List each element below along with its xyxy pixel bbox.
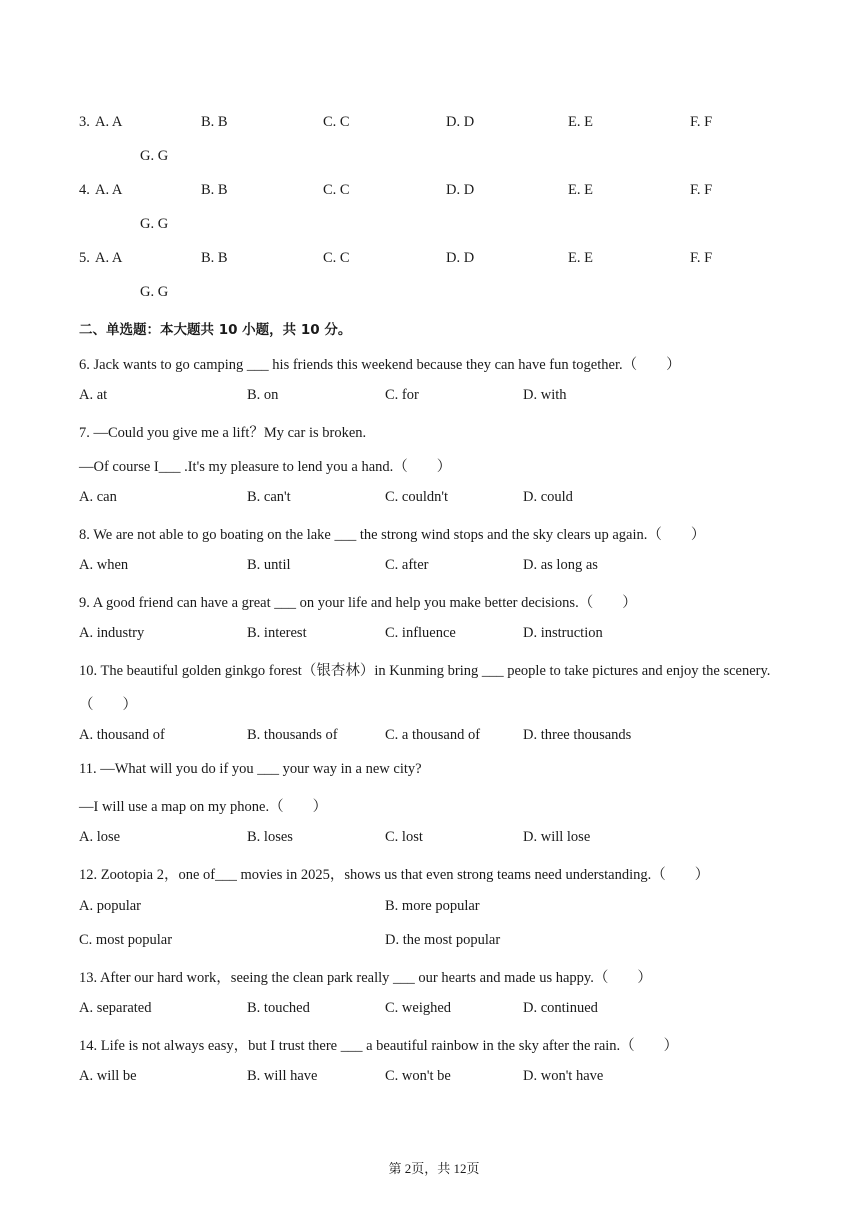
option-b: B. touched bbox=[247, 1000, 310, 1016]
option-d: D. with bbox=[523, 387, 567, 403]
option-d: D. as long as bbox=[523, 557, 598, 573]
option-a: A. when bbox=[79, 557, 129, 573]
option-b: B. thousands of bbox=[247, 727, 338, 743]
option-e: E. E bbox=[568, 114, 593, 130]
option-b: B. will have bbox=[247, 1068, 318, 1084]
option-c: C. most popular bbox=[79, 932, 173, 948]
option-d: D. D bbox=[446, 114, 475, 130]
option-d: D. D bbox=[446, 182, 475, 198]
option-b: B. on bbox=[247, 387, 279, 403]
option-d: D. won't have bbox=[523, 1068, 604, 1084]
option-b: B. can't bbox=[247, 489, 291, 505]
option-a: A. will be bbox=[79, 1068, 137, 1084]
option-a: A. separated bbox=[79, 1000, 152, 1016]
option-e: E. E bbox=[568, 182, 593, 198]
option-b: B. B bbox=[201, 114, 228, 130]
option-f: F. F bbox=[690, 182, 713, 198]
question-11-reply: —I will use a map on my phone.（ ） bbox=[79, 799, 328, 815]
option-f: F. F bbox=[690, 250, 713, 266]
option-g: G. G bbox=[140, 216, 169, 232]
option-c: C. won't be bbox=[385, 1068, 451, 1084]
question-11-stem: 11. —What will you do if you ___ your way in a new city? bbox=[79, 761, 422, 777]
option-b: B. loses bbox=[247, 829, 293, 845]
option-d: D. instruction bbox=[523, 625, 603, 641]
question-12-stem: 12. Zootopia 2，one of___ movies in 2025，shows us that even strong teams need understanding.（ ） bbox=[79, 867, 710, 883]
option-g: G. G bbox=[140, 284, 169, 300]
option-c: C. C bbox=[323, 114, 350, 130]
option-c: C. C bbox=[323, 250, 350, 266]
option-d: D. continued bbox=[523, 1000, 598, 1016]
option-a: A. A bbox=[95, 182, 123, 198]
option-a: A. lose bbox=[79, 829, 121, 845]
option-c: C. a thousand of bbox=[385, 727, 481, 743]
question-6-stem: 6. Jack wants to go camping ___ his friends this weekend because they can have fun together.（ ） bbox=[79, 357, 681, 373]
option-c: C. lost bbox=[385, 829, 423, 845]
question-14-stem: 14. Life is not always easy，but I trust there ___ a beautiful rainbow in the sky after the rain.（ ） bbox=[79, 1038, 679, 1054]
option-f: F. F bbox=[690, 114, 713, 130]
option-a: A. A bbox=[95, 250, 123, 266]
option-a: A. industry bbox=[79, 625, 145, 641]
question-7-reply: —Of course I___ .It's my pleasure to lend you a hand.（ ） bbox=[79, 459, 452, 475]
option-c: C. weighed bbox=[385, 1000, 452, 1016]
option-b: B. B bbox=[201, 250, 228, 266]
option-b: B. B bbox=[201, 182, 228, 198]
option-b: B. more popular bbox=[385, 898, 480, 914]
page-footer: 第 2页，共 12页 bbox=[388, 1161, 480, 1176]
option-b: B. interest bbox=[247, 625, 307, 641]
option-d: D. will lose bbox=[523, 829, 591, 845]
option-c: C. influence bbox=[385, 625, 456, 641]
option-a: A. popular bbox=[79, 898, 142, 914]
question-number: 4. bbox=[79, 182, 90, 198]
section-heading: 二、单选题：本大题共 10 小题，共 10 分。 bbox=[79, 322, 352, 338]
question-13-stem: 13. After our hard work，seeing the clean park really ___ our hearts and made us happy.（ ） bbox=[79, 970, 652, 986]
question-7-stem: 7. —Could you give me a lift？My car is broken. bbox=[79, 425, 367, 441]
option-g: G. G bbox=[140, 148, 169, 164]
option-a: A. can bbox=[79, 489, 117, 505]
option-a: A. thousand of bbox=[79, 727, 165, 743]
option-d: D. could bbox=[523, 489, 573, 505]
question-10-stem: 10. The beautiful golden ginkgo forest（银杏林）in Kunming bring ___ people to take pictures and enjoy the scenery. bbox=[79, 663, 771, 679]
option-a: A. A bbox=[95, 114, 123, 130]
question-9-stem: 9. A good friend can have a great ___ on your life and help you make better decisions.（ ） bbox=[79, 595, 637, 611]
question-number: 5. bbox=[79, 250, 90, 266]
question-8-stem: 8. We are not able to go boating on the lake ___ the strong wind stops and the sky clears up again.（ ） bbox=[79, 527, 706, 543]
option-c: C. after bbox=[385, 557, 429, 573]
option-c: C. for bbox=[385, 387, 419, 403]
option-c: C. C bbox=[323, 182, 350, 198]
option-d: D. three thousands bbox=[523, 727, 632, 743]
option-a: A. at bbox=[79, 387, 108, 403]
option-b: B. until bbox=[247, 557, 291, 573]
question-number: 3. bbox=[79, 114, 90, 130]
option-e: E. E bbox=[568, 250, 593, 266]
option-d: D. the most popular bbox=[385, 932, 501, 948]
question-10-paren: （ ） bbox=[79, 697, 137, 713]
option-d: D. D bbox=[446, 250, 475, 266]
option-c: C. couldn't bbox=[385, 489, 449, 505]
